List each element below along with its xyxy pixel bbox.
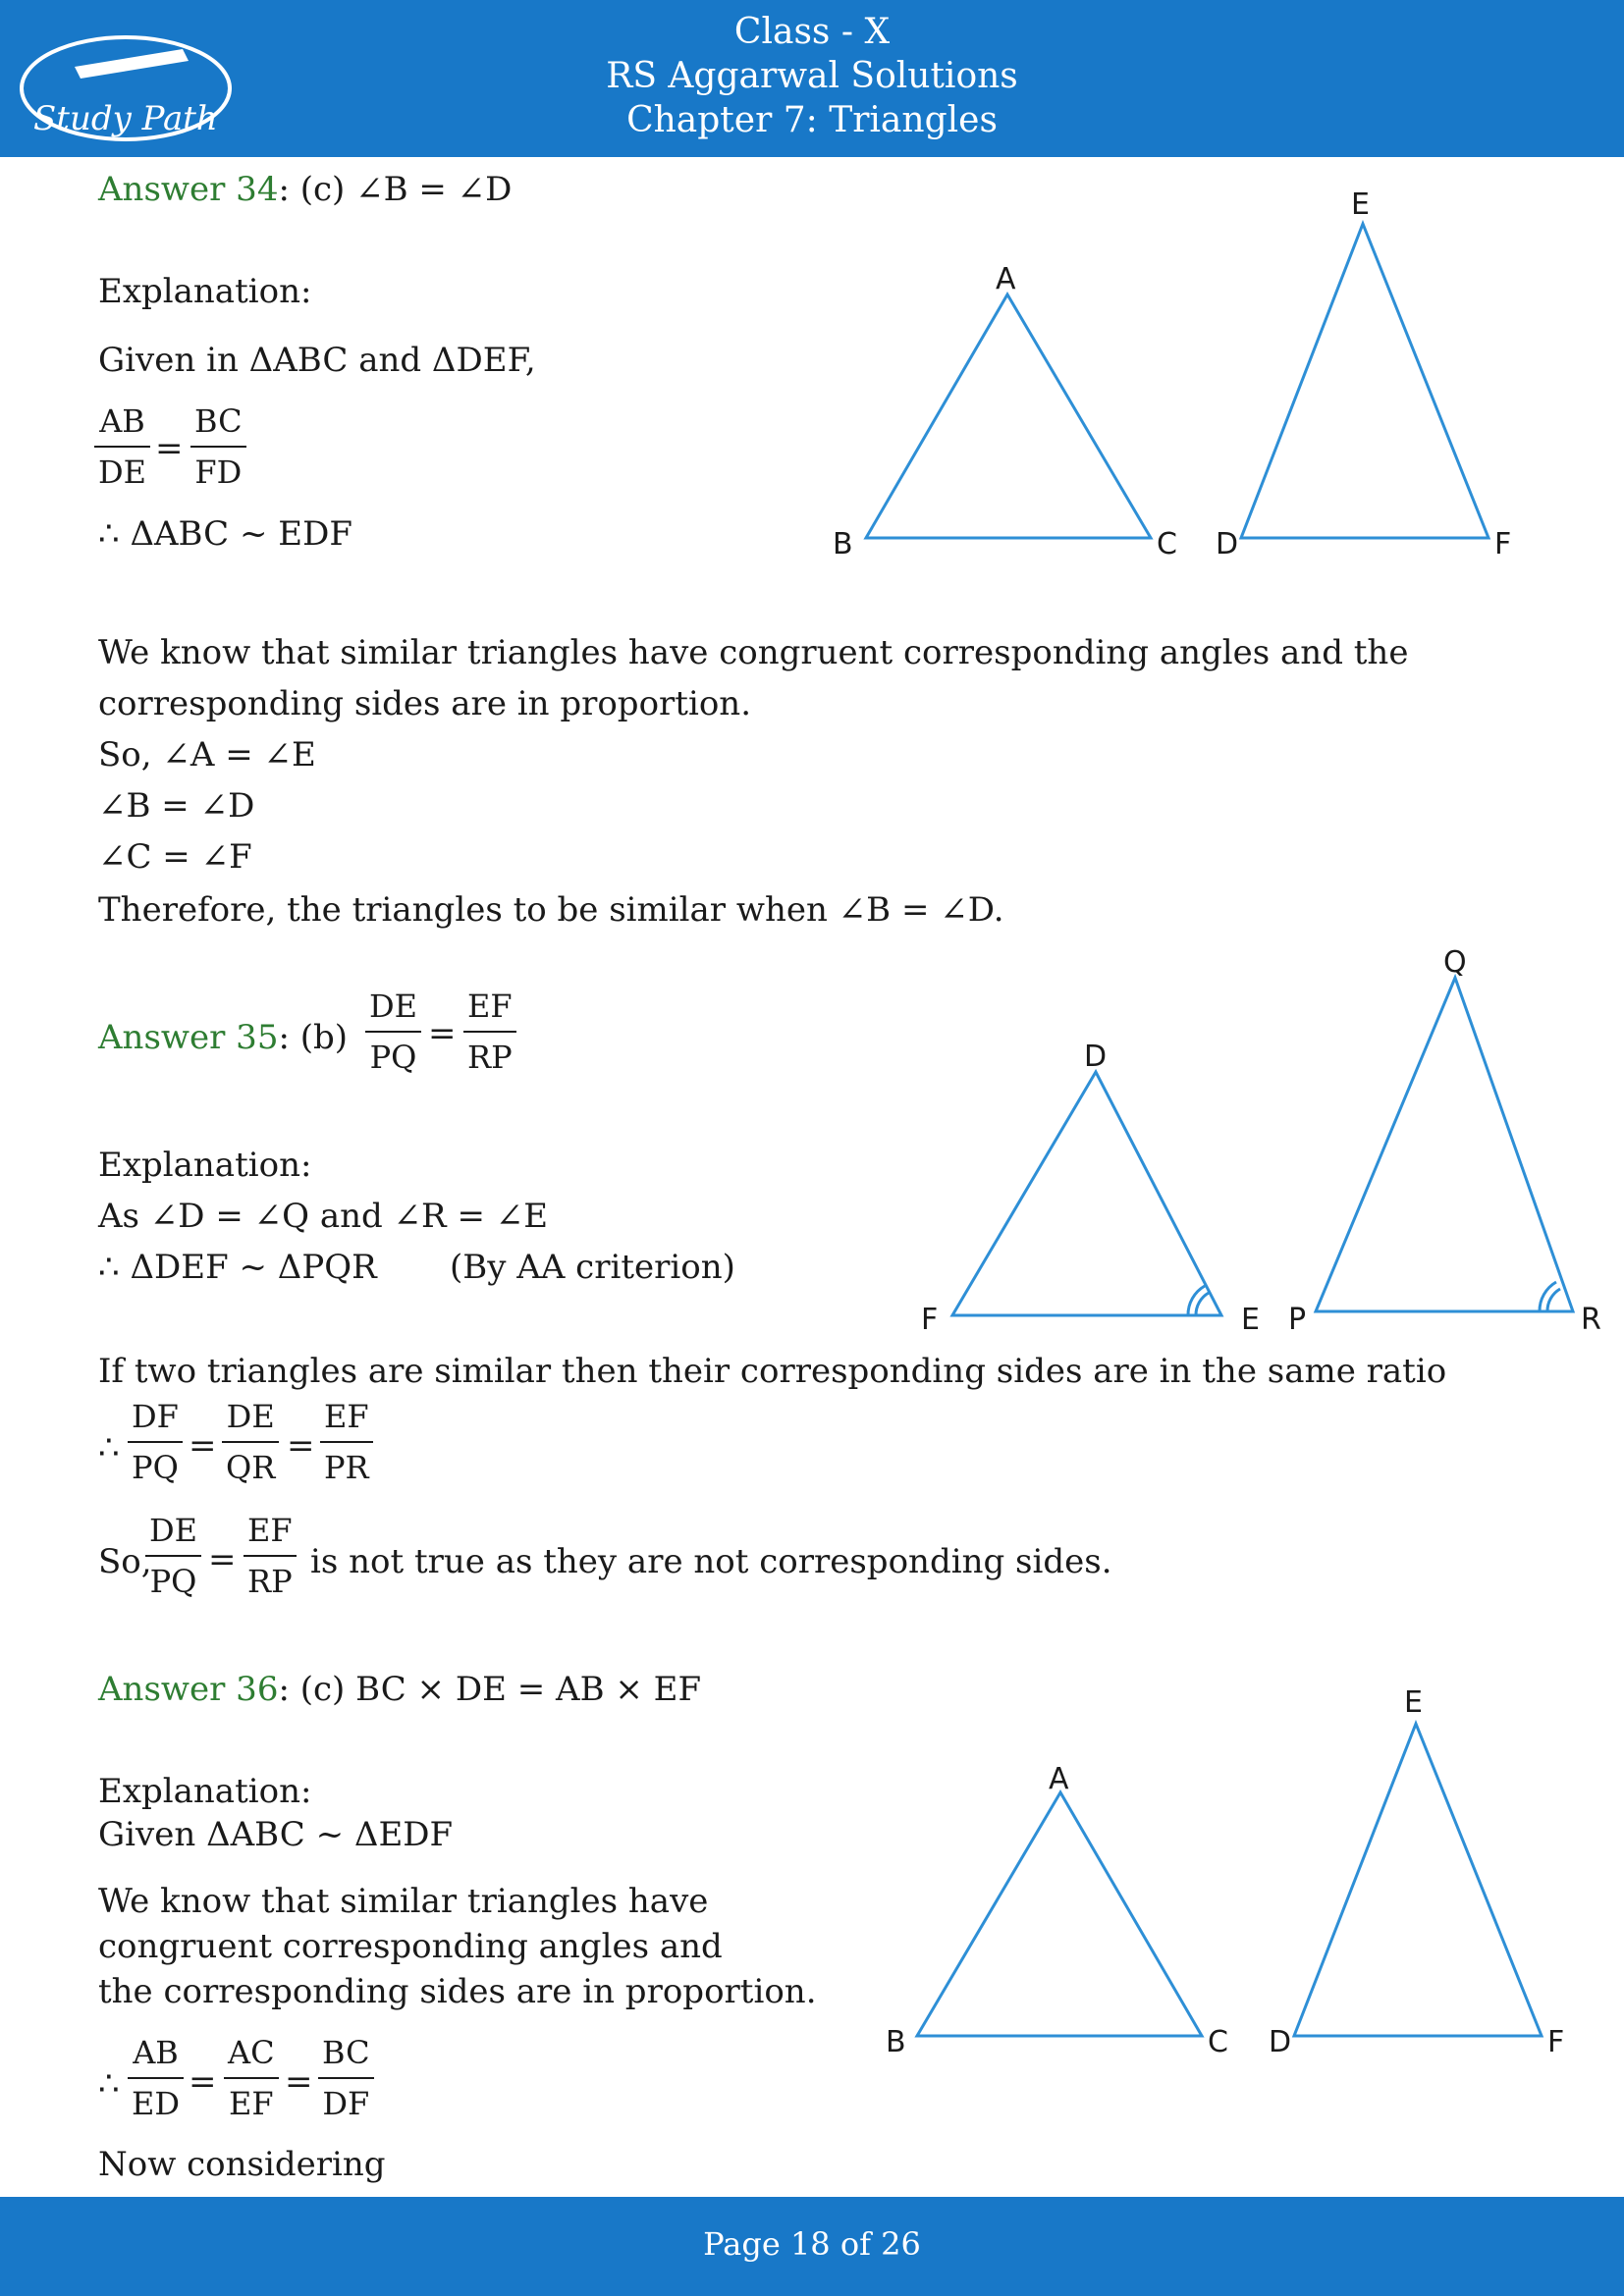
fraction-denominator: PQ (128, 1441, 183, 1486)
answer-36-label: Answer 36 (98, 1670, 279, 1709)
fraction-numerator: DE (226, 1398, 275, 1435)
fraction-numerator: DE (369, 988, 418, 1025)
vertex-label-c: C (1208, 2025, 1228, 2059)
therefore-symbol: ∴ (98, 1428, 120, 1468)
fraction-denominator: QR (222, 1441, 279, 1486)
vertex-label-f: F (1547, 2025, 1565, 2059)
answer-34-explanation-heading: Explanation: (98, 272, 312, 311)
answer-34-option: : (c) ∠B = ∠D (278, 170, 513, 209)
answer-35-similarity: ∴ ΔDEF ~ ΔPQR (98, 1248, 377, 1287)
page-number: Page 18 of 26 (703, 2225, 921, 2263)
fraction-denominator: RP (463, 1031, 516, 1076)
answer-35-not-true: is not true as they are not corresponding sides. (310, 1542, 1112, 1581)
answer-36-now-considering: Now considering (98, 2145, 386, 2184)
vertex-label-a: A (1049, 1762, 1069, 1796)
equals-sign: = (287, 1426, 315, 1466)
answer-35-option: : (b) (278, 1018, 349, 1057)
answer-34-angle-b-d: ∠B = ∠D (98, 786, 255, 826)
page-footer (0, 2197, 1624, 2296)
answer-35-criterion: (By AA criterion) (450, 1248, 735, 1287)
header-class: Class - X (733, 12, 891, 52)
header-chapter: Chapter 7: Triangles (626, 100, 998, 140)
equals-sign: = (428, 1014, 457, 1053)
equals-sign: = (189, 1426, 217, 1466)
equals-sign: = (155, 429, 184, 468)
fraction-denominator: EF (224, 2077, 279, 2122)
equals-sign: = (285, 2062, 313, 2102)
fraction-numerator: DF (132, 1398, 179, 1435)
answer-34-angle-c-f: ∠C = ∠F (98, 837, 252, 877)
vertex-label-p: P (1288, 1303, 1307, 1337)
answer-36-explanation-heading: Explanation: (98, 1772, 312, 1811)
vertex-label-d: D (1084, 1040, 1108, 1074)
vertex-label-e: E (1351, 187, 1370, 222)
vertex-label-e: E (1404, 1685, 1423, 1720)
answer-35-explanation-heading: Explanation: (98, 1146, 312, 1185)
fraction-numerator: EF (324, 1398, 369, 1435)
fraction-denominator: FD (190, 446, 246, 491)
vertex-label-f: F (1494, 527, 1512, 561)
fraction-denominator: DF (318, 2077, 374, 2122)
fraction-numerator: EF (247, 1512, 293, 1549)
vertex-label-d: D (1216, 527, 1239, 561)
logo-text: Study Path (33, 99, 218, 138)
answer-36-given: Given ΔABC ~ ΔEDF (98, 1815, 454, 1854)
fraction-denominator: ED (128, 2077, 184, 2122)
fraction-denominator: PR (320, 1441, 373, 1486)
fraction-numerator: AB (133, 2034, 179, 2071)
vertex-label-a: A (996, 262, 1016, 296)
vertex-label-b: B (833, 527, 853, 561)
fraction-numerator: BC (322, 2034, 370, 2071)
answer-36-know-line1: We know that similar triangles have (98, 1882, 709, 1921)
equals-sign: = (208, 1540, 237, 1579)
header-book: RS Aggarwal Solutions (606, 56, 1018, 96)
fraction-denominator: PQ (145, 1555, 201, 1600)
answer-34-similarity: ∴ ΔABC ~ EDF (98, 514, 352, 554)
therefore-symbol: ∴ (98, 2064, 120, 2104)
triangle-abc (917, 1792, 1202, 2036)
answer-35-angles: As ∠D = ∠Q and ∠R = ∠E (98, 1197, 549, 1236)
answer-34-label: Answer 34 (98, 170, 279, 209)
answer-34-angle-a-e: So, ∠A = ∠E (98, 735, 316, 774)
answer-35-label: Answer 35 (98, 1018, 279, 1057)
triangle-edf (1294, 1724, 1542, 2036)
fraction-denominator: DE (94, 446, 150, 491)
vertex-label-e: E (1241, 1303, 1260, 1337)
vertex-label-f: F (921, 1303, 939, 1337)
fraction-numerator: EF (467, 988, 513, 1025)
answer-34-given: Given in ΔABC and ΔDEF, (98, 341, 536, 380)
answer-34-know-line2: corresponding sides are in proportion. (98, 684, 752, 723)
vertex-label-d: D (1269, 2025, 1292, 2059)
answer-34-conclusion: Therefore, the triangles to be similar when ∠B = ∠D. (98, 890, 1004, 930)
answer-36-option: : (c) BC × DE = AB × EF (278, 1670, 702, 1709)
fraction-denominator: RP (244, 1555, 297, 1600)
fraction-numerator: DE (149, 1512, 198, 1549)
answer-36-know-line2: congruent corresponding angles and (98, 1927, 723, 1966)
fraction-numerator: BC (194, 402, 243, 440)
equals-sign: = (189, 2062, 217, 2102)
fraction-numerator: AC (228, 2034, 275, 2071)
vertex-label-r: R (1581, 1303, 1601, 1337)
fraction-denominator: PQ (365, 1031, 421, 1076)
answer-36-know-line3: the corresponding sides are in proportion. (98, 1972, 817, 2011)
vertex-label-b: B (886, 2025, 906, 2059)
fraction-numerator: AB (99, 402, 145, 440)
vertex-label-c: C (1157, 527, 1177, 561)
answer-35-so: So, (98, 1542, 152, 1581)
answer-34-know-line1: We know that similar triangles have congruent corresponding angles and the (98, 633, 1409, 672)
vertex-label-q: Q (1443, 945, 1467, 980)
answer-35-ratio-statement: If two triangles are similar then their corresponding sides are in the same ratio (98, 1352, 1447, 1391)
